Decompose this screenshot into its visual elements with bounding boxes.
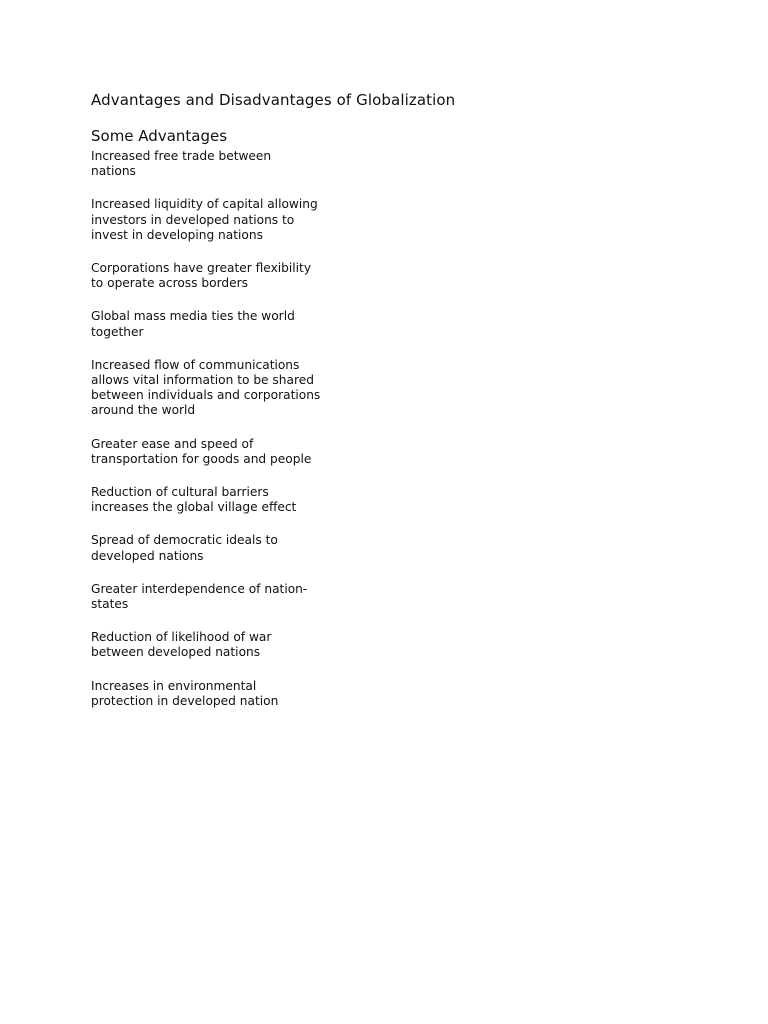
list-item [91, 358, 391, 419]
list-item-line: Increased free trade between [91, 149, 272, 163]
list-item [91, 630, 391, 660]
section-heading: Some Advantages [91, 127, 228, 145]
list-item-line: Reduction of likelihood of war [91, 630, 272, 645]
list-item-line: increases the global village effect [91, 500, 297, 515]
list-item-line: Greater ease and speed of [91, 436, 254, 451]
list-item-line: around the world [91, 403, 196, 418]
list-item [91, 437, 391, 467]
list-item-line: Increased liquidity of capital allowing [91, 197, 318, 212]
list-item-line: between individuals and corporations [91, 388, 321, 403]
list-item [91, 149, 391, 179]
list-item-line: allows vital information to be shared [91, 373, 314, 388]
list-item-line: together [91, 324, 144, 339]
list-item-line: Increased flow of communications [91, 357, 300, 372]
list-item-line: Spread of democratic ideals to [91, 533, 278, 548]
list-item-line: Corporations have greater flexibility [91, 261, 312, 276]
list-item-line: Greater interdependence of nation- [91, 581, 308, 596]
list-item [91, 533, 391, 563]
page-title: Advantages and Disadvantages of Globalization [91, 91, 456, 109]
list-item-line: between developed nations [91, 645, 261, 660]
list-item-line: Global mass media ties the world [91, 309, 295, 324]
list-item [91, 485, 391, 515]
list-item-line: protection in developed nation [91, 693, 279, 708]
list-item [91, 582, 391, 612]
list-item-line: investors in developed nations to [91, 212, 295, 227]
document-content [91, 90, 456, 709]
list-item [91, 679, 391, 709]
list-item [91, 197, 391, 243]
list-item-line: transportation for goods and people [91, 451, 312, 466]
advantages-list [91, 149, 391, 709]
list-item-line: states [91, 597, 129, 612]
list-item-line: Increases in environmental [91, 678, 257, 693]
list-item-line: nations [91, 164, 136, 179]
list-item [91, 309, 391, 339]
list-item-line: to operate across borders [91, 276, 248, 291]
list-item-line: invest in developing nations [91, 227, 263, 242]
list-item-line: developed nations [91, 548, 204, 563]
list-item-line: Reduction of cultural barriers [91, 485, 269, 500]
list-item [91, 261, 391, 291]
